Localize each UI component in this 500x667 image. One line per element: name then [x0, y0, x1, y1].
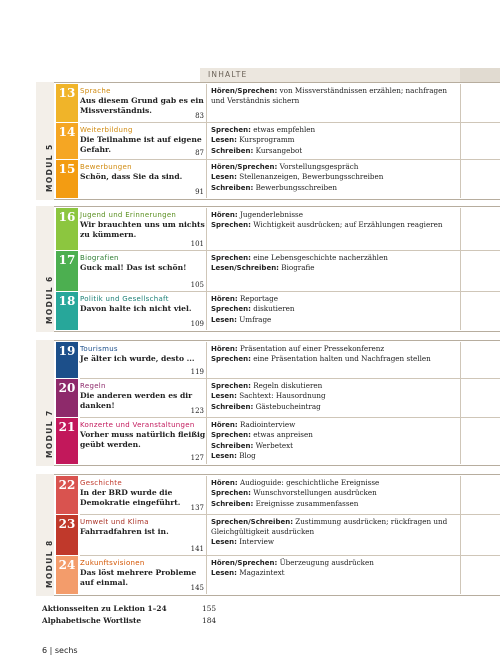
notes-column — [460, 251, 500, 291]
notes-column — [460, 476, 500, 514]
lesson-row[interactable] — [54, 84, 500, 122]
lesson-page: 119 — [190, 368, 204, 376]
lesson-content: Sprechen: eine Lebensgeschichte nacherzählen Lesen/Schreiben: Biografie — [206, 251, 460, 291]
lesson-info — [80, 476, 206, 514]
notes-column — [460, 418, 500, 464]
lesson-topic: Biografien — [80, 254, 119, 262]
contents-header — [200, 68, 500, 82]
lesson-page: 87 — [195, 149, 204, 157]
lesson-content: Hören: Reportage Sprechen: diskutieren Lesen: Umfrage — [206, 292, 460, 330]
lesson-content: Sprechen: Regeln diskutieren Lesen: Sachtext: Hausordnung Schreiben: Gästebucheintrag — [206, 379, 460, 417]
lesson-number-block: 18 — [56, 292, 78, 330]
lesson-title: In der BRD wurde die Demokratie eingeführt. — [80, 488, 181, 507]
lesson-number-block: 17 — [56, 251, 78, 291]
notes-column — [460, 208, 500, 250]
lesson-number-block: 22 — [56, 476, 78, 514]
lesson-info — [80, 342, 206, 378]
lesson-info — [80, 379, 206, 417]
module-6 — [36, 206, 500, 332]
contents-header-label: INHALTE — [208, 70, 248, 79]
lesson-number-block: 23 — [56, 515, 78, 555]
lesson-number-block: 19 — [56, 342, 78, 378]
lesson-topic: Bewerbungen — [80, 163, 132, 171]
lesson-row[interactable] — [54, 292, 500, 330]
lesson-title: Das löst mehrere Probleme auf einmal. — [80, 568, 197, 587]
lesson-row[interactable] — [54, 418, 500, 464]
lesson-topic: Sprache — [80, 87, 111, 95]
lesson-title: Schön, dass Sie da sind. — [80, 172, 183, 181]
lesson-row[interactable] — [54, 476, 500, 514]
lesson-title: Die Teilnahme ist auf eigene Gefahr. — [80, 135, 202, 154]
notes-column — [460, 84, 500, 122]
lesson-title: Fahrradfahren ist in. — [80, 527, 169, 536]
lesson-topic: Geschichte — [80, 479, 122, 487]
notes-column — [460, 123, 500, 159]
lesson-content: Hören: Präsentation auf einer Pressekonferenz Sprechen: eine Präsentation halten und Nachfragen stellen — [206, 342, 460, 378]
lesson-content: Hören: Audioguide: geschichtliche Ereignisse Sprechen: Wunschvorstellungen ausdrücken Schreiben: Ereignisse zusammenfassen — [206, 476, 460, 514]
footer-page: 184 — [202, 616, 217, 625]
lesson-info — [80, 208, 206, 250]
lesson-info — [80, 515, 206, 555]
lesson-row[interactable] — [54, 379, 500, 417]
lesson-topic: Weiterbildung — [80, 126, 133, 134]
lesson-title: Die anderen werden es dir danken! — [80, 391, 193, 410]
lesson-content: Hören/Sprechen: Überzeugung ausdrücken Lesen: Magazintext — [206, 556, 460, 594]
lesson-title: Aus diesem Grund gab es ein Missverständnis. — [80, 96, 204, 115]
lesson-page: 105 — [190, 281, 204, 289]
lesson-content: Hören: Jugenderlebnisse Sprechen: Wichtigkeit ausdrücken; auf Erzählungen reagieren — [206, 208, 460, 250]
lesson-content: Sprechen/Schreiben: Zustimmung ausdrücken; rückfragen und Gleichgültigkeit ausdrücken Lesen: Interview — [206, 515, 460, 555]
lesson-topic: Regeln — [80, 382, 106, 390]
lesson-page: 145 — [190, 584, 204, 592]
lesson-title: Vorher muss natürlich fleißig geübt werden. — [80, 430, 206, 449]
lesson-title: Davon halte ich nicht viel. — [80, 304, 192, 313]
lesson-info — [80, 123, 206, 159]
lesson-number-block: 20 — [56, 379, 78, 417]
page-number: 6 | sechs — [42, 646, 78, 655]
header-side-block — [460, 68, 500, 82]
lesson-number-block: 24 — [56, 556, 78, 594]
footer-entry[interactable] — [42, 616, 217, 625]
lesson-content: Hören: Radiointerview Sprechen: etwas anpreisen Schreiben: Werbetext Lesen: Blog — [206, 418, 460, 464]
lesson-number-block: 14 — [56, 123, 78, 159]
module-label: MODUL 8 — [36, 474, 54, 596]
lesson-content: Hören/Sprechen: Vorstellungsgespräch Lesen: Stellenanzeigen, Bewerbungsschreiben Schreiben: Bewerbungsschreiben — [206, 160, 460, 198]
lesson-info — [80, 292, 206, 330]
lesson-content: Sprechen: etwas empfehlen Lesen: Kursprogramm Schreiben: Kursangebot — [206, 123, 460, 159]
lesson-number-block: 21 — [56, 418, 78, 464]
notes-column — [460, 379, 500, 417]
notes-column — [460, 292, 500, 330]
notes-column — [460, 515, 500, 555]
lesson-row[interactable] — [54, 556, 500, 594]
footer-label: Alphabetische Wortliste — [42, 616, 142, 625]
notes-column — [460, 342, 500, 378]
lesson-row[interactable] — [54, 208, 500, 250]
footer-page: 155 — [202, 604, 217, 613]
lesson-page: 123 — [190, 407, 204, 415]
lesson-topic: Politik und Gesellschaft — [80, 295, 169, 303]
module-5 — [36, 82, 500, 200]
lesson-info — [80, 84, 206, 122]
lesson-page: 91 — [195, 188, 204, 196]
lesson-row[interactable] — [54, 342, 500, 378]
lesson-topic: Zukunftsvisionen — [80, 559, 145, 567]
module-8 — [36, 474, 500, 596]
lesson-page: 83 — [195, 112, 204, 120]
lesson-number-block: 16 — [56, 208, 78, 250]
lesson-page: 109 — [190, 320, 204, 328]
lesson-info — [80, 251, 206, 291]
footer-entry[interactable] — [42, 604, 217, 613]
lesson-page: 141 — [190, 545, 204, 553]
module-label: MODUL 6 — [36, 206, 54, 332]
lesson-topic: Konzerte und Veranstaltungen — [80, 421, 195, 429]
lesson-title: Wir brauchten uns um nichts zu kümmern. — [80, 220, 205, 239]
lesson-row[interactable] — [54, 123, 500, 159]
lesson-number-block: 13 — [56, 84, 78, 122]
notes-column — [460, 556, 500, 594]
lesson-number-block: 15 — [56, 160, 78, 198]
module-label: MODUL 5 — [36, 82, 54, 200]
lesson-title: Je älter ich wurde, desto ... — [80, 354, 195, 363]
lesson-row[interactable] — [54, 515, 500, 555]
notes-column — [460, 160, 500, 198]
module-7 — [36, 340, 500, 466]
module-label: MODUL 7 — [36, 340, 54, 466]
lesson-page: 101 — [190, 240, 204, 248]
lesson-topic: Jugend und Erinnerungen — [80, 211, 177, 219]
lesson-topic: Umwelt und Klima — [80, 518, 149, 526]
lesson-row[interactable] — [54, 251, 500, 291]
lesson-info — [80, 556, 206, 594]
lesson-page: 127 — [190, 454, 204, 462]
lesson-row[interactable] — [54, 160, 500, 198]
lesson-info — [80, 418, 206, 464]
lesson-content: Hören/Sprechen: von Missverständnissen erzählen; nachfragen und Verständnis sichern — [206, 84, 460, 122]
lesson-page: 137 — [190, 504, 204, 512]
lesson-title: Guck mal! Das ist schön! — [80, 263, 187, 272]
lesson-info — [80, 160, 206, 198]
footer-label: Aktionsseiten zu Lektion 1–24 — [42, 604, 167, 613]
lesson-topic: Tourismus — [80, 345, 118, 353]
